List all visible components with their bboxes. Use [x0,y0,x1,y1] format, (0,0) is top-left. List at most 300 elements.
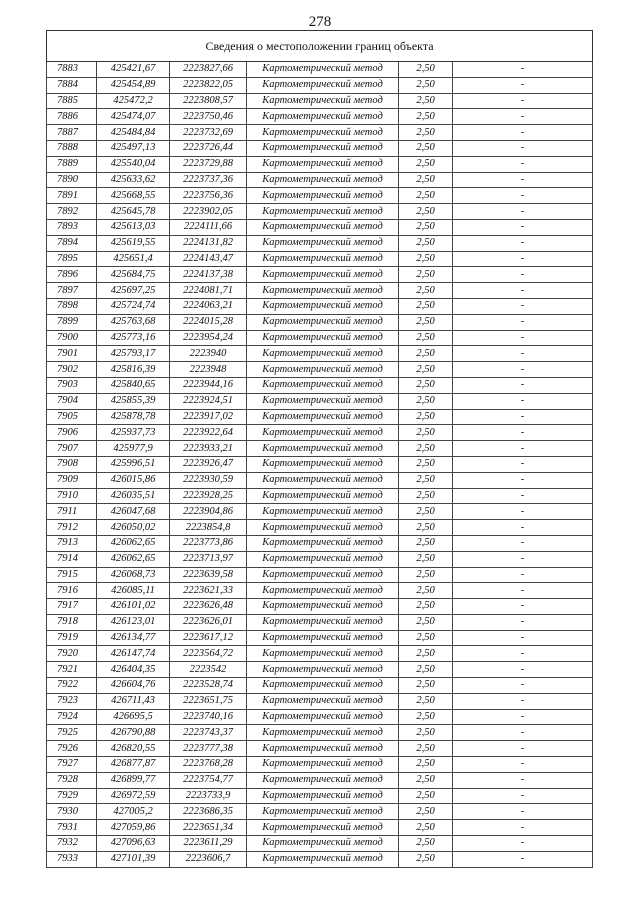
x-coordinate-cell: 426899,77 [97,772,170,788]
x-coordinate-cell: 425773,16 [97,330,170,346]
x-coordinate-cell: 425651,4 [97,251,170,267]
table-row [47,472,593,488]
method-cell: Картометрический метод [247,788,399,804]
y-coordinate-cell: 2223827,66 [170,62,247,78]
table-row [47,725,593,741]
method-cell: Картометрический метод [247,630,399,646]
y-coordinate-cell: 2223626,01 [170,614,247,630]
method-cell: Картометрический метод [247,425,399,441]
point-number-cell: 7886 [47,109,97,125]
table-row [47,488,593,504]
description-cell: - [453,504,593,520]
description-cell: - [453,172,593,188]
table-row [47,520,593,536]
point-number-cell: 7912 [47,520,97,536]
accuracy-cell: 2,50 [399,551,453,567]
accuracy-cell: 2,50 [399,725,453,741]
y-coordinate-cell: 2223768,28 [170,757,247,773]
table-row [47,140,593,156]
x-coordinate-cell: 425996,51 [97,456,170,472]
method-cell: Картометрический метод [247,441,399,457]
point-number-cell: 7885 [47,93,97,109]
x-coordinate-cell: 425668,55 [97,188,170,204]
point-number-cell: 7901 [47,346,97,362]
point-number-cell: 7890 [47,172,97,188]
point-number-cell: 7928 [47,772,97,788]
method-cell: Картометрический метод [247,219,399,235]
x-coordinate-cell: 427005,2 [97,804,170,820]
accuracy-cell: 2,50 [399,693,453,709]
accuracy-cell: 2,50 [399,346,453,362]
y-coordinate-cell: 2223917,02 [170,409,247,425]
y-coordinate-cell: 2223639,58 [170,567,247,583]
table-row [47,283,593,299]
point-number-cell: 7929 [47,788,97,804]
x-coordinate-cell: 426085,11 [97,583,170,599]
description-cell: - [453,757,593,773]
point-number-cell: 7904 [47,393,97,409]
method-cell: Картометрический метод [247,472,399,488]
table-row [47,836,593,852]
accuracy-cell: 2,50 [399,630,453,646]
y-coordinate-cell: 2223904,86 [170,504,247,520]
description-cell: - [453,693,593,709]
table-row [47,772,593,788]
point-number-cell: 7930 [47,804,97,820]
table-row [47,298,593,314]
accuracy-cell: 2,50 [399,93,453,109]
table-row [47,456,593,472]
y-coordinate-cell: 2223954,24 [170,330,247,346]
table-row [47,204,593,220]
description-cell: - [453,62,593,78]
point-number-cell: 7891 [47,188,97,204]
x-coordinate-cell: 426062,65 [97,535,170,551]
description-cell: - [453,77,593,93]
method-cell: Картометрический метод [247,504,399,520]
method-cell: Картометрический метод [247,188,399,204]
y-coordinate-cell: 2223528,74 [170,678,247,694]
y-coordinate-cell: 2223542 [170,662,247,678]
y-coordinate-cell: 2223944,16 [170,377,247,393]
table-row [47,599,593,615]
y-coordinate-cell: 2223750,46 [170,109,247,125]
description-cell: - [453,393,593,409]
y-coordinate-cell: 2224015,28 [170,314,247,330]
x-coordinate-cell: 426134,77 [97,630,170,646]
point-number-cell: 7889 [47,156,97,172]
y-coordinate-cell: 2223626,48 [170,599,247,615]
method-cell: Картометрический метод [247,520,399,536]
table-row [47,820,593,836]
x-coordinate-cell: 426877,87 [97,757,170,773]
description-cell: - [453,741,593,757]
description-cell: - [453,456,593,472]
table-row [47,362,593,378]
description-cell: - [453,709,593,725]
point-number-cell: 7910 [47,488,97,504]
accuracy-cell: 2,50 [399,709,453,725]
method-cell: Картометрический метод [247,709,399,725]
accuracy-cell: 2,50 [399,804,453,820]
description-cell: - [453,93,593,109]
table-row [47,646,593,662]
method-cell: Картометрический метод [247,377,399,393]
y-coordinate-cell: 2223651,34 [170,820,247,836]
accuracy-cell: 2,50 [399,156,453,172]
method-cell: Картометрический метод [247,298,399,314]
x-coordinate-cell: 425633,62 [97,172,170,188]
accuracy-cell: 2,50 [399,283,453,299]
description-cell: - [453,725,593,741]
description-cell: - [453,551,593,567]
accuracy-cell: 2,50 [399,535,453,551]
accuracy-cell: 2,50 [399,772,453,788]
method-cell: Картометрический метод [247,567,399,583]
table-row [47,172,593,188]
accuracy-cell: 2,50 [399,504,453,520]
y-coordinate-cell: 2224063,21 [170,298,247,314]
table-row [47,125,593,141]
x-coordinate-cell: 425497,13 [97,140,170,156]
point-number-cell: 7921 [47,662,97,678]
description-cell: - [453,488,593,504]
method-cell: Картометрический метод [247,804,399,820]
method-cell: Картометрический метод [247,757,399,773]
description-cell: - [453,520,593,536]
description-cell: - [453,662,593,678]
y-coordinate-cell: 2223686,35 [170,804,247,820]
table-row [47,330,593,346]
method-cell: Картометрический метод [247,599,399,615]
accuracy-cell: 2,50 [399,251,453,267]
table-row [47,851,593,867]
accuracy-cell: 2,50 [399,820,453,836]
method-cell: Картометрический метод [247,662,399,678]
method-cell: Картометрический метод [247,646,399,662]
accuracy-cell: 2,50 [399,599,453,615]
accuracy-cell: 2,50 [399,330,453,346]
table-row [47,535,593,551]
y-coordinate-cell: 2223617,12 [170,630,247,646]
method-cell: Картометрический метод [247,251,399,267]
accuracy-cell: 2,50 [399,488,453,504]
y-coordinate-cell: 2223922,64 [170,425,247,441]
point-number-cell: 7887 [47,125,97,141]
description-cell: - [453,346,593,362]
x-coordinate-cell: 425484,84 [97,125,170,141]
accuracy-cell: 2,50 [399,441,453,457]
method-cell: Картометрический метод [247,314,399,330]
accuracy-cell: 2,50 [399,741,453,757]
table-row [47,267,593,283]
point-number-cell: 7905 [47,409,97,425]
point-number-cell: 7917 [47,599,97,615]
x-coordinate-cell: 425793,17 [97,346,170,362]
x-coordinate-cell: 425840,65 [97,377,170,393]
method-cell: Картометрический метод [247,614,399,630]
description-cell: - [453,219,593,235]
accuracy-cell: 2,50 [399,851,453,867]
x-coordinate-cell: 426695,5 [97,709,170,725]
y-coordinate-cell: 2223737,36 [170,172,247,188]
table-body [47,62,593,868]
method-cell: Картометрический метод [247,583,399,599]
table-row [47,62,593,78]
boundary-coordinates-table [46,30,593,868]
description-cell: - [453,820,593,836]
table-row [47,504,593,520]
table-row [47,77,593,93]
point-number-cell: 7913 [47,535,97,551]
description-cell: - [453,804,593,820]
method-cell: Картометрический метод [247,678,399,694]
accuracy-cell: 2,50 [399,204,453,220]
y-coordinate-cell: 2223606,7 [170,851,247,867]
y-coordinate-cell: 2223822,05 [170,77,247,93]
point-number-cell: 7918 [47,614,97,630]
point-number-cell: 7899 [47,314,97,330]
y-coordinate-cell: 2223740,16 [170,709,247,725]
point-number-cell: 7933 [47,851,97,867]
description-cell: - [453,362,593,378]
table-row [47,662,593,678]
method-cell: Картометрический метод [247,330,399,346]
accuracy-cell: 2,50 [399,646,453,662]
accuracy-cell: 2,50 [399,188,453,204]
description-cell: - [453,283,593,299]
x-coordinate-cell: 425645,78 [97,204,170,220]
accuracy-cell: 2,50 [399,456,453,472]
point-number-cell: 7883 [47,62,97,78]
method-cell: Картометрический метод [247,77,399,93]
point-number-cell: 7898 [47,298,97,314]
table-row [47,219,593,235]
accuracy-cell: 2,50 [399,140,453,156]
table-row [47,425,593,441]
x-coordinate-cell: 426035,51 [97,488,170,504]
description-cell: - [453,567,593,583]
y-coordinate-cell: 2223940 [170,346,247,362]
x-coordinate-cell: 426604,76 [97,678,170,694]
description-cell: - [453,441,593,457]
y-coordinate-cell: 2223930,59 [170,472,247,488]
x-coordinate-cell: 425697,25 [97,283,170,299]
y-coordinate-cell: 2223777,38 [170,741,247,757]
x-coordinate-cell: 426068,73 [97,567,170,583]
point-number-cell: 7926 [47,741,97,757]
description-cell: - [453,583,593,599]
method-cell: Картометрический метод [247,851,399,867]
y-coordinate-cell: 2224137,38 [170,267,247,283]
method-cell: Картометрический метод [247,125,399,141]
table-row [47,251,593,267]
method-cell: Картометрический метод [247,741,399,757]
y-coordinate-cell: 2223732,69 [170,125,247,141]
description-cell: - [453,646,593,662]
y-coordinate-cell: 2224131,82 [170,235,247,251]
x-coordinate-cell: 425421,67 [97,62,170,78]
y-coordinate-cell: 2223564,72 [170,646,247,662]
x-coordinate-cell: 426101,02 [97,599,170,615]
accuracy-cell: 2,50 [399,583,453,599]
accuracy-cell: 2,50 [399,62,453,78]
point-number-cell: 7919 [47,630,97,646]
y-coordinate-cell: 2223928,25 [170,488,247,504]
method-cell: Картометрический метод [247,346,399,362]
point-number-cell: 7907 [47,441,97,457]
y-coordinate-cell: 2223854,8 [170,520,247,536]
table-row [47,757,593,773]
y-coordinate-cell: 2223733,9 [170,788,247,804]
table-row [47,741,593,757]
table-row [47,678,593,694]
y-coordinate-cell: 2224111,66 [170,219,247,235]
point-number-cell: 7893 [47,219,97,235]
description-cell: - [453,614,593,630]
x-coordinate-cell: 426972,59 [97,788,170,804]
method-cell: Картометрический метод [247,693,399,709]
y-coordinate-cell: 2223926,47 [170,456,247,472]
table-title: Сведения о местоположении границ объекта [47,31,593,62]
method-cell: Картометрический метод [247,362,399,378]
method-cell: Картометрический метод [247,820,399,836]
description-cell: - [453,599,593,615]
x-coordinate-cell: 425855,39 [97,393,170,409]
point-number-cell: 7916 [47,583,97,599]
method-cell: Картометрический метод [247,62,399,78]
accuracy-cell: 2,50 [399,314,453,330]
y-coordinate-cell: 2223729,88 [170,156,247,172]
x-coordinate-cell: 427096,63 [97,836,170,852]
point-number-cell: 7923 [47,693,97,709]
x-coordinate-cell: 427101,39 [97,851,170,867]
description-cell: - [453,156,593,172]
point-number-cell: 7920 [47,646,97,662]
table-row [47,614,593,630]
accuracy-cell: 2,50 [399,662,453,678]
y-coordinate-cell: 2223651,75 [170,693,247,709]
accuracy-cell: 2,50 [399,520,453,536]
method-cell: Картометрический метод [247,283,399,299]
accuracy-cell: 2,50 [399,614,453,630]
description-cell: - [453,314,593,330]
x-coordinate-cell: 425937,73 [97,425,170,441]
table-row [47,409,593,425]
accuracy-cell: 2,50 [399,362,453,378]
accuracy-cell: 2,50 [399,836,453,852]
table-row [47,93,593,109]
x-coordinate-cell: 426123,01 [97,614,170,630]
accuracy-cell: 2,50 [399,298,453,314]
description-cell: - [453,377,593,393]
table-row [47,583,593,599]
method-cell: Картометрический метод [247,93,399,109]
x-coordinate-cell: 425613,03 [97,219,170,235]
x-coordinate-cell: 425540,04 [97,156,170,172]
point-number-cell: 7925 [47,725,97,741]
method-cell: Картометрический метод [247,156,399,172]
accuracy-cell: 2,50 [399,267,453,283]
table-row [47,377,593,393]
x-coordinate-cell: 427059,86 [97,820,170,836]
description-cell: - [453,409,593,425]
table-row [47,567,593,583]
point-number-cell: 7888 [47,140,97,156]
description-cell: - [453,836,593,852]
point-number-cell: 7884 [47,77,97,93]
x-coordinate-cell: 425724,74 [97,298,170,314]
table-header-row [47,31,593,62]
table-row [47,346,593,362]
point-number-cell: 7894 [47,235,97,251]
description-cell: - [453,472,593,488]
method-cell: Картометрический метод [247,109,399,125]
x-coordinate-cell: 425878,78 [97,409,170,425]
accuracy-cell: 2,50 [399,567,453,583]
table-row [47,804,593,820]
y-coordinate-cell: 2223726,44 [170,140,247,156]
x-coordinate-cell: 425763,68 [97,314,170,330]
point-number-cell: 7900 [47,330,97,346]
y-coordinate-cell: 2223924,51 [170,393,247,409]
description-cell: - [453,851,593,867]
method-cell: Картометрический метод [247,488,399,504]
accuracy-cell: 2,50 [399,219,453,235]
y-coordinate-cell: 2223611,29 [170,836,247,852]
table-row [47,788,593,804]
accuracy-cell: 2,50 [399,757,453,773]
accuracy-cell: 2,50 [399,678,453,694]
point-number-cell: 7922 [47,678,97,694]
x-coordinate-cell: 426050,02 [97,520,170,536]
table-row [47,235,593,251]
y-coordinate-cell: 2223948 [170,362,247,378]
method-cell: Картометрический метод [247,551,399,567]
x-coordinate-cell: 425472,2 [97,93,170,109]
description-cell: - [453,204,593,220]
description-cell: - [453,267,593,283]
accuracy-cell: 2,50 [399,409,453,425]
x-coordinate-cell: 425454,89 [97,77,170,93]
description-cell: - [453,425,593,441]
point-number-cell: 7915 [47,567,97,583]
point-number-cell: 7924 [47,709,97,725]
point-number-cell: 7911 [47,504,97,520]
description-cell: - [453,678,593,694]
y-coordinate-cell: 2223621,33 [170,583,247,599]
page-number: 278 [308,14,332,30]
description-cell: - [453,772,593,788]
accuracy-cell: 2,50 [399,425,453,441]
method-cell: Картометрический метод [247,393,399,409]
accuracy-cell: 2,50 [399,472,453,488]
table-row [47,693,593,709]
method-cell: Картометрический метод [247,235,399,251]
method-cell: Картометрический метод [247,409,399,425]
x-coordinate-cell: 426711,43 [97,693,170,709]
accuracy-cell: 2,50 [399,393,453,409]
point-number-cell: 7902 [47,362,97,378]
accuracy-cell: 2,50 [399,77,453,93]
method-cell: Картометрический метод [247,456,399,472]
table-row [47,188,593,204]
method-cell: Картометрический метод [247,267,399,283]
x-coordinate-cell: 426820,55 [97,741,170,757]
description-cell: - [453,251,593,267]
description-cell: - [453,330,593,346]
y-coordinate-cell: 2223933,21 [170,441,247,457]
